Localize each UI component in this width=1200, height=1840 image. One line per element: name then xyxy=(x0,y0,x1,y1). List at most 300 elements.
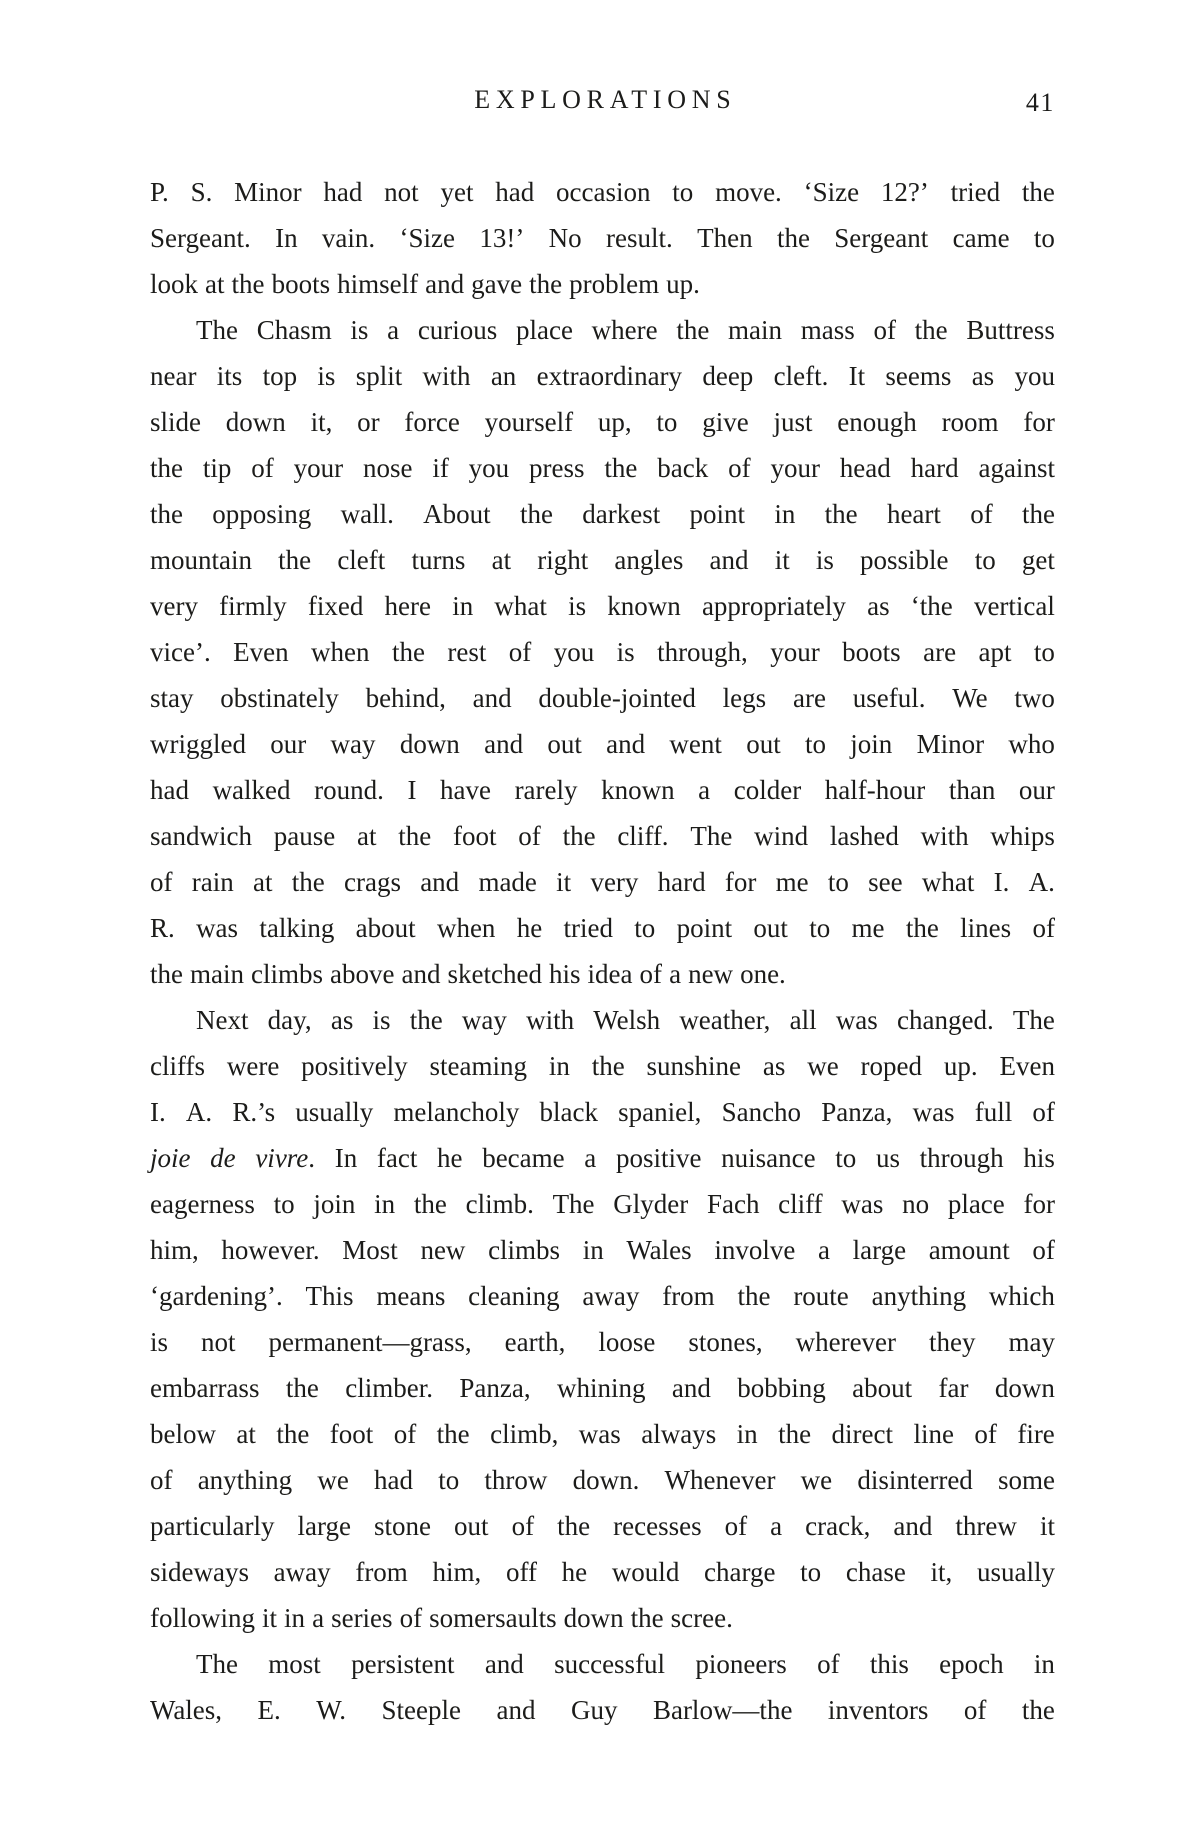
word: through, xyxy=(657,637,748,667)
word: opposing xyxy=(212,499,312,529)
word: which xyxy=(988,1281,1055,1311)
word: and xyxy=(893,1511,933,1541)
word: and xyxy=(606,729,646,759)
word: A. xyxy=(1028,867,1055,897)
word: it xyxy=(774,545,790,575)
word: here xyxy=(384,591,431,621)
word: what xyxy=(921,867,975,897)
word: anything xyxy=(197,1465,293,1495)
word: not xyxy=(384,177,419,207)
word: Next xyxy=(196,1005,249,1035)
word: a xyxy=(817,1235,830,1265)
word: in xyxy=(548,1051,570,1081)
word: climbs xyxy=(488,1235,561,1265)
text-line xyxy=(150,1181,1055,1227)
word: crack, xyxy=(805,1511,871,1541)
word: yet xyxy=(440,177,474,207)
word: occasion xyxy=(556,177,651,207)
word: is xyxy=(317,361,336,391)
word: hard xyxy=(910,453,959,483)
word: you xyxy=(1014,361,1055,391)
word: talking xyxy=(259,913,335,943)
word: Even xyxy=(233,637,289,667)
text-line xyxy=(150,537,1055,583)
word: through xyxy=(919,1143,1004,1173)
word: R. xyxy=(150,913,175,943)
text-block xyxy=(150,169,1055,1733)
word: it xyxy=(262,1603,278,1633)
word: sandwich xyxy=(150,821,252,851)
word: from xyxy=(355,1557,408,1587)
text-line xyxy=(150,353,1055,399)
word: he xyxy=(516,913,543,943)
word: de xyxy=(210,1143,236,1173)
word: the xyxy=(591,1051,625,1081)
text-line xyxy=(150,1273,1055,1319)
word: this xyxy=(869,1649,909,1679)
word: firmly xyxy=(219,591,287,621)
text-line xyxy=(150,1411,1055,1457)
word: to xyxy=(656,407,678,437)
word: cleft xyxy=(337,545,386,575)
word: curious xyxy=(417,315,498,345)
text-line xyxy=(150,1227,1055,1273)
word: angles xyxy=(614,545,684,575)
word: the xyxy=(291,867,325,897)
word: result. xyxy=(606,223,673,253)
word: cliff. xyxy=(617,821,669,851)
word: E. xyxy=(257,1695,281,1725)
word: move. xyxy=(715,177,782,207)
word: and xyxy=(709,545,749,575)
word: with xyxy=(422,361,471,391)
word: the xyxy=(676,315,710,345)
word: of xyxy=(974,1419,997,1449)
word: the xyxy=(278,545,312,575)
word: the xyxy=(150,959,183,989)
word: when xyxy=(436,913,496,943)
word: it, xyxy=(930,1557,953,1587)
word: of xyxy=(150,867,173,897)
word: is xyxy=(372,1005,391,1035)
word: down. xyxy=(572,1465,640,1495)
word: up, xyxy=(597,407,632,437)
word: of xyxy=(1032,1235,1055,1265)
word: means xyxy=(376,1281,446,1311)
word: look xyxy=(150,269,199,299)
text-line xyxy=(150,1457,1055,1503)
word: 13!’ xyxy=(479,223,525,253)
word: pause xyxy=(273,821,336,851)
word: whips xyxy=(990,821,1055,851)
word: if xyxy=(432,453,449,483)
word: we xyxy=(807,1051,839,1081)
word: I. xyxy=(993,867,1010,897)
word: the xyxy=(905,913,939,943)
word: large xyxy=(297,1511,351,1541)
word: recesses xyxy=(613,1511,702,1541)
text-line xyxy=(150,951,1055,997)
word: to xyxy=(273,1189,295,1219)
word: at xyxy=(205,269,225,299)
word: darkest xyxy=(582,499,661,529)
word: lashed xyxy=(829,821,899,851)
word: above xyxy=(330,959,395,989)
word: Minor xyxy=(916,729,985,759)
word: day, xyxy=(267,1005,312,1035)
word: Guy xyxy=(570,1695,618,1725)
word: appropriately xyxy=(701,591,846,621)
word: positively xyxy=(301,1051,408,1081)
word: it, xyxy=(310,407,333,437)
word: embarrass xyxy=(150,1373,260,1403)
word: to xyxy=(835,1143,857,1173)
word: new xyxy=(688,959,734,989)
word: the xyxy=(824,499,858,529)
word: the xyxy=(562,821,596,851)
word: me xyxy=(775,867,809,897)
text-line xyxy=(150,1043,1055,1089)
word: deep xyxy=(702,361,754,391)
word: weather, xyxy=(679,1005,771,1035)
word: and xyxy=(425,269,465,299)
word: of xyxy=(817,1649,840,1679)
word: just xyxy=(773,407,813,437)
word: involve xyxy=(714,1235,796,1265)
word: the xyxy=(436,1419,470,1449)
word: Wales, xyxy=(150,1695,223,1725)
word: Buttress xyxy=(966,315,1055,345)
word: of xyxy=(508,637,532,667)
word: fire xyxy=(1017,1419,1055,1449)
word: to xyxy=(672,177,694,207)
word: the xyxy=(914,315,948,345)
text-line xyxy=(150,629,1055,675)
word: melancholy xyxy=(393,1097,520,1127)
word: stone xyxy=(374,1511,431,1541)
word: join xyxy=(313,1189,356,1219)
word: no xyxy=(902,1189,930,1219)
word: himself xyxy=(337,269,419,299)
word: see xyxy=(868,867,903,897)
text-line xyxy=(150,491,1055,537)
word: mass xyxy=(800,315,855,345)
word: climbs xyxy=(251,959,324,989)
word: and xyxy=(420,867,460,897)
word: A. xyxy=(185,1097,213,1127)
word: about xyxy=(355,913,416,943)
word: in xyxy=(774,499,796,529)
word: We xyxy=(952,683,988,713)
word: usually xyxy=(295,1097,374,1127)
text-line xyxy=(150,813,1055,859)
word: colder xyxy=(733,775,802,805)
word: The xyxy=(552,1189,595,1219)
word: throw xyxy=(484,1465,548,1495)
word: of xyxy=(393,1419,417,1449)
word: was xyxy=(196,913,239,943)
word: away xyxy=(582,1281,640,1311)
word: bobbing xyxy=(737,1373,826,1403)
word: to xyxy=(804,729,826,759)
word: went xyxy=(669,729,722,759)
word: of xyxy=(970,499,993,529)
word: enough xyxy=(837,407,917,437)
word: foot xyxy=(329,1419,374,1449)
word: are xyxy=(792,683,826,713)
page-number: 41 xyxy=(1025,88,1055,117)
word: from xyxy=(662,1281,715,1311)
word: to xyxy=(974,545,996,575)
word: tried xyxy=(563,913,613,943)
word: somersaults xyxy=(429,1603,557,1633)
word: boots xyxy=(842,637,901,667)
word: down xyxy=(399,729,460,759)
word: cliff xyxy=(778,1189,823,1219)
word: apt xyxy=(978,637,1012,667)
word: line xyxy=(913,1419,954,1449)
word: what xyxy=(494,591,547,621)
word: cleft. xyxy=(773,361,829,391)
word: wall. xyxy=(340,499,394,529)
word: place xyxy=(516,315,573,345)
word: eagerness xyxy=(150,1189,255,1219)
word: tip xyxy=(202,453,232,483)
word: full xyxy=(974,1097,1013,1127)
word: to xyxy=(800,1557,822,1587)
word: in xyxy=(1033,1649,1055,1679)
word: The xyxy=(196,315,238,345)
word: new xyxy=(420,1235,466,1265)
word: of xyxy=(511,1511,535,1541)
word: of xyxy=(399,1603,423,1633)
text-line xyxy=(150,767,1055,813)
word: cliffs xyxy=(150,1051,205,1081)
word: most xyxy=(268,1649,321,1679)
word: when xyxy=(311,637,370,667)
word: as xyxy=(762,1051,786,1081)
word: the xyxy=(413,1189,447,1219)
word: out xyxy=(746,729,781,759)
word: spaniel, xyxy=(618,1097,702,1127)
word: whining xyxy=(556,1373,646,1403)
word: who xyxy=(1008,729,1055,759)
word: the xyxy=(630,1603,664,1633)
word: press xyxy=(529,453,585,483)
word: away xyxy=(273,1557,331,1587)
word: against xyxy=(978,453,1055,483)
word: The xyxy=(196,1649,238,1679)
word: gave xyxy=(471,269,523,299)
word: and xyxy=(472,683,512,713)
word: your xyxy=(770,453,820,483)
paragraph xyxy=(150,1641,1055,1733)
word: epoch xyxy=(939,1649,1004,1679)
word: me xyxy=(851,913,885,943)
word: a xyxy=(387,315,400,345)
word: pioneers xyxy=(695,1649,787,1679)
word: series xyxy=(331,1603,393,1633)
word: its xyxy=(216,361,243,391)
word: and xyxy=(484,729,524,759)
word: I. xyxy=(150,1097,166,1127)
word: nose xyxy=(362,453,413,483)
word: I xyxy=(407,775,417,805)
word: down xyxy=(225,407,286,437)
word: sideways xyxy=(150,1557,249,1587)
word: successful xyxy=(554,1649,666,1679)
chapter-title: EXPLORATIONS xyxy=(474,85,737,114)
word: in xyxy=(374,1189,396,1219)
word: direct xyxy=(831,1419,894,1449)
word: of xyxy=(518,821,541,851)
text-line xyxy=(150,445,1055,491)
word: fixed xyxy=(307,591,364,621)
word: vertical xyxy=(973,591,1055,621)
word: cleaning xyxy=(468,1281,560,1311)
word: with xyxy=(920,821,969,851)
text-line xyxy=(150,261,1055,307)
word: stay xyxy=(150,683,194,713)
word: a xyxy=(669,959,682,989)
word: Sergeant xyxy=(834,223,929,253)
word: Whenever xyxy=(664,1465,776,1495)
word: place xyxy=(947,1189,1005,1219)
word: fact xyxy=(376,1143,418,1173)
word: of xyxy=(1032,1097,1055,1127)
word: persistent xyxy=(351,1649,455,1679)
word: to xyxy=(1033,223,1055,253)
word: with xyxy=(526,1005,575,1035)
word: Wales xyxy=(626,1235,692,1265)
word: climb. xyxy=(465,1189,534,1219)
word: and xyxy=(496,1695,536,1725)
word: in xyxy=(582,1235,604,1265)
word: had xyxy=(323,177,363,207)
word: give xyxy=(702,407,749,437)
word: vivre. xyxy=(255,1143,316,1173)
word: and xyxy=(671,1373,711,1403)
word: Steeple xyxy=(381,1695,462,1725)
word: Panza, xyxy=(821,1097,893,1127)
word: earth, xyxy=(504,1327,566,1357)
word: charge xyxy=(704,1557,776,1587)
word: and xyxy=(484,1649,524,1679)
word: S. xyxy=(190,177,213,207)
text-line xyxy=(150,1135,1055,1181)
word: below xyxy=(150,1419,216,1449)
word: out xyxy=(547,729,582,759)
text-line xyxy=(150,1595,1055,1641)
word: for xyxy=(1023,407,1055,437)
word: up. xyxy=(943,1051,978,1081)
word: get xyxy=(1021,545,1055,575)
word: all xyxy=(789,1005,817,1035)
word: have xyxy=(440,775,491,805)
word: ‘gardening’. xyxy=(150,1281,283,1311)
word: slide xyxy=(150,407,201,437)
text-line xyxy=(150,215,1055,261)
word: of xyxy=(724,1511,748,1541)
word: known xyxy=(607,591,681,621)
word: seems xyxy=(885,361,952,391)
word: near xyxy=(150,361,197,391)
word: of xyxy=(873,315,896,345)
word: hard xyxy=(657,867,706,897)
word: ‘Size xyxy=(803,177,860,207)
word: nuisance xyxy=(721,1143,816,1173)
word: they xyxy=(929,1327,976,1357)
word: room xyxy=(941,407,999,437)
word: behind, xyxy=(365,683,446,713)
text-line xyxy=(150,169,1055,215)
word: as xyxy=(971,361,995,391)
word: off xyxy=(505,1557,537,1587)
word: vain. xyxy=(321,223,376,253)
text-line xyxy=(150,721,1055,767)
word: would xyxy=(611,1557,680,1587)
word: your xyxy=(293,453,344,483)
word: always xyxy=(641,1419,717,1449)
word: double-jointed xyxy=(538,683,696,713)
word: the xyxy=(276,1419,310,1449)
word: point xyxy=(689,499,746,529)
word: of xyxy=(728,453,751,483)
word: useful. xyxy=(852,683,926,713)
word: the xyxy=(150,453,183,483)
word: W. xyxy=(316,1695,347,1725)
word: join xyxy=(850,729,893,759)
word: large xyxy=(852,1235,907,1265)
word: at xyxy=(357,821,377,851)
word: is xyxy=(350,315,369,345)
text-line xyxy=(150,307,1055,353)
word: came xyxy=(952,223,1010,253)
word: The xyxy=(1012,1005,1055,1035)
text-line xyxy=(150,859,1055,905)
text-line xyxy=(150,399,1055,445)
word: sunshine xyxy=(646,1051,742,1081)
word: main xyxy=(190,959,245,989)
word: ‘Size xyxy=(399,223,455,253)
word: is xyxy=(150,1327,169,1357)
word: Panza, xyxy=(459,1373,531,1403)
word: Minor xyxy=(234,177,302,207)
word: back xyxy=(657,453,709,483)
word: half-hour xyxy=(824,775,926,805)
paragraph xyxy=(150,307,1055,997)
word: down xyxy=(994,1373,1055,1403)
word: he xyxy=(561,1557,588,1587)
word: positive xyxy=(615,1143,702,1173)
word: became xyxy=(482,1143,565,1173)
word: very xyxy=(150,591,198,621)
word: had xyxy=(374,1465,414,1495)
word: for xyxy=(1023,1189,1055,1219)
word: The xyxy=(690,821,733,851)
word: was xyxy=(578,1419,621,1449)
word: roped xyxy=(860,1051,923,1081)
word: the xyxy=(737,1281,771,1311)
word: Sancho xyxy=(721,1097,802,1127)
word: than xyxy=(948,775,996,805)
word: the xyxy=(604,453,638,483)
word: of xyxy=(963,1695,987,1725)
word: right xyxy=(537,545,589,575)
word: This xyxy=(305,1281,354,1311)
text-line xyxy=(150,583,1055,629)
text-line xyxy=(150,1365,1055,1411)
